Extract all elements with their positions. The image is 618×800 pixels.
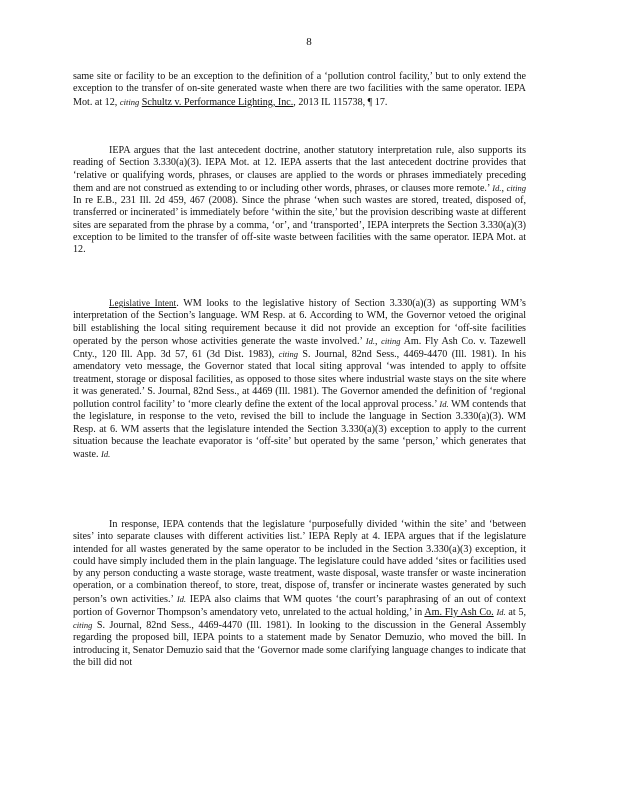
citation-pin: at 5, [508, 606, 526, 618]
case-name-schultz: Schultz v. Performance Lighting, Inc. [141, 96, 294, 108]
citing-signal: citing [381, 335, 401, 346]
id-signal: Id. [365, 335, 375, 346]
citing-signal: citing [73, 620, 93, 630]
citing-signal: citing [506, 182, 526, 193]
paragraph-2-text: IEPA argues that the last antecedent doctrine, another statutory interpretation rule, also supports its reading of Section 3.330(a)(3). IEPA Mot. at 12. IEPA asserts that the last antecedent doctrine provides that ‘relative or qualifying words, phrases, or clauses are applied to the words or phrases immediately preceding them and are not construed as extending to or including other words, phrases, or clauses more remote.’ [73, 145, 526, 194]
section-heading-legislative-intent: Legislative Intent [109, 298, 177, 308]
paragraph-3-text-cont: S. Journal, 82nd Sess., 4469-4470 (Ill. 1981). In his amendatory veto message, the Governor stated that local siting approval ‘was intended to apply to offsite treatment, storage or disposal facilities, as opposed to those sites where industrial waste stays on the site where it was generated.’ S. Journal, 82nd Sess., at 4469 (Ill. 1981). The Governor amended the definition of ‘regional pollution control facility’ to ‘more clearly define the extent of the local approval process.’ [73, 349, 526, 410]
paragraph-3-text-cont-2: WM contends that the legislature, in response to the veto, revised the bill to include the language in Section 3.330(a)(3). WM Resp. at 6. WM asserts that the legislature intended the Section 3.330(a)(3) exception to apply to the current situation because the leachate evaporator is ‘off-site’ but operated by the same ‘person,’ which generates that waste. [73, 399, 526, 460]
paragraph-3-text: . WM looks to the legislative history of Section 3.330(a)(3) as supporting WM’s interpretation of the Section’s language. WM Resp. at 6. According to WM, the Governor vetoed the original bill establishing the local siting requirement because it did not provide an exception for ‘off-site facilities operated by the person whose activities generate the waste involved.’ [73, 298, 526, 347]
paragraph-1 [73, 71, 526, 109]
id-signal: Id. [492, 182, 502, 193]
citation-text: , 2013 IL 115738, ¶ 17. [293, 96, 388, 108]
id-signal: Id. [439, 399, 449, 409]
page-number: 8 [306, 36, 312, 48]
case-name-am-fly-ash: Am. Fly Ash Co. [424, 606, 494, 618]
paragraph-2-text-cont: In re E.B., 231 Ill. 2d 459, 467 (2008). Since the phrase ‘when such wastes are stored, treated, disposed of, transferred or incinerated’ is immediately before ‘within the site,’ but the provision describing waste at different sites are separated from the phrase by a comma, ‘or’, and ‘transported’, IEPA interprets the Section 3.330(a)(3) exception to be limited to the transfer of off-site waste between facilities with the same operator. IEPA Mot. at 12. [73, 195, 526, 255]
paragraph-4-text-cont: IEPA also claims that WM quotes ‘the court’s paraphrasing of an out of context portion of Governor Thompson’s amendatory veto, unrelated to the actual holding,’ in [73, 593, 526, 618]
paragraph-2: IEPA argues that the last antecedent doctrine, another statutory interpretation rule, also supports its reading of Section 3.330(a)(3). IEPA Mot. at 12. IEPA asserts that the last antecedent doctrine provides that ‘relative or qualifying words, phrases, or clauses are applied to the words or phrases immediately preceding them and are not construed as extending to or including other words, phrases, or clauses more remote.’ Id., citing In re E.B., 231 Ill. 2d 459, 467 (2008). Since the phrase ‘when such wastes are stored, treated, disposed of, transferred or incinerated’ is immediately before ‘within the site,’ but the provision describing waste at different sites are separated from the phrase by a comma, ‘or’, and ‘transported’, IEPA interprets the Section 3.330(a)(3) exception to be limited to the transfer of off-site waste between facilities with the same operator. IEPA Mot. at 12. [73, 145, 526, 255]
citation-am-fly-ash: Am. Fly Ash Co. v. Tazewell Cnty., 120 Ill. App. 3d 57, 61 (3d Dist. 1983), [73, 335, 526, 360]
paragraph-4-text: In response, IEPA contends that the legislature ‘purposefully divided ‘within the site’ and ‘between sites’ into separate clauses with different activities list.’ IEPA Reply at 4. IEPA argues that if the legislature intended for all wastes generated by the same operator to be included in the Section 3.330(a)(3) exception, it could have simply included them in the plain language. The legislature could have added ‘sites or facilities used by any person conducting a waste storage, waste treatment, waste disposal, waste transfer or waste incineration operation, or a combination thereof, to store, treat, dispose of, transfer or incinerate wastes generated by such person’s own activities.’ [73, 519, 526, 605]
id-signal: Id. [176, 593, 187, 604]
paragraph-1-text: same site or facility to be an exception to the definition of a ‘pollution control facility,’ but to only extend the exception to the transfer of on-site generated waste when there are two facilities with the same operator. [73, 71, 526, 95]
citation-iepa-mot: IEPA Mot. at 12, [73, 83, 526, 108]
id-signal: Id. [101, 449, 111, 459]
id-signal: Id. [496, 606, 506, 617]
citing-signal: citing [119, 96, 140, 107]
paragraph-4 [73, 519, 526, 669]
paragraph-4-text-cont-2: S. Journal, 82nd Sess., 4469-4470 (Ill. 1981). In looking to the discussion in the General Assembly regarding the proposed bill, IEPA points to a statement made by Senator Demuzio, who moved the bill. In introducing it, Senator Demuzio said that the ‘Governor made some clarifying language changes to indicate that the bill did not [73, 620, 526, 668]
citing-signal: citing [278, 349, 299, 359]
paragraph-3: Legislative Intent. WM looks to the legislative history of Section 3.330(a)(3) as supporting WM’s interpretation of the Section’s language. WM Resp. at 6. According to WM, the Governor vetoed the original bill establishing the local siting requirement because it did not provide an exception for ‘off-site facilities operated by the person whose activities generate the waste involved.’ Id., citing Am. Fly Ash Co. v. Tazewell Cnty., 120 Ill. App. 3d 57, 61 (3d Dist. 1983), citing S. Journal, 82nd Sess., 4469-4470 (Ill. 1981). In his amendatory veto message, the Governor stated that local siting approval ‘was intended to apply to offsite treatment, storage or disposal facilities, as opposed to those sites where industrial waste stays on the site where it was generated.’ S. Journal, 82nd Sess., at 4469 (Ill. 1981). The Governor amended the definition of ‘regional pollution control facility’ to ‘more clearly define the extent of the local approval process.’ Id. WM contends that the legislature, in response to the veto, revised the bill to include the language in Section 3.330(a)(3). WM Resp. at 6. WM asserts that the legislature intended the Section 3.330(a)(3) exception to apply to the current situation because the leachate evaporator is ‘off-site’ but operated by the same ‘person,’ which generates that waste. Id. [73, 298, 526, 460]
